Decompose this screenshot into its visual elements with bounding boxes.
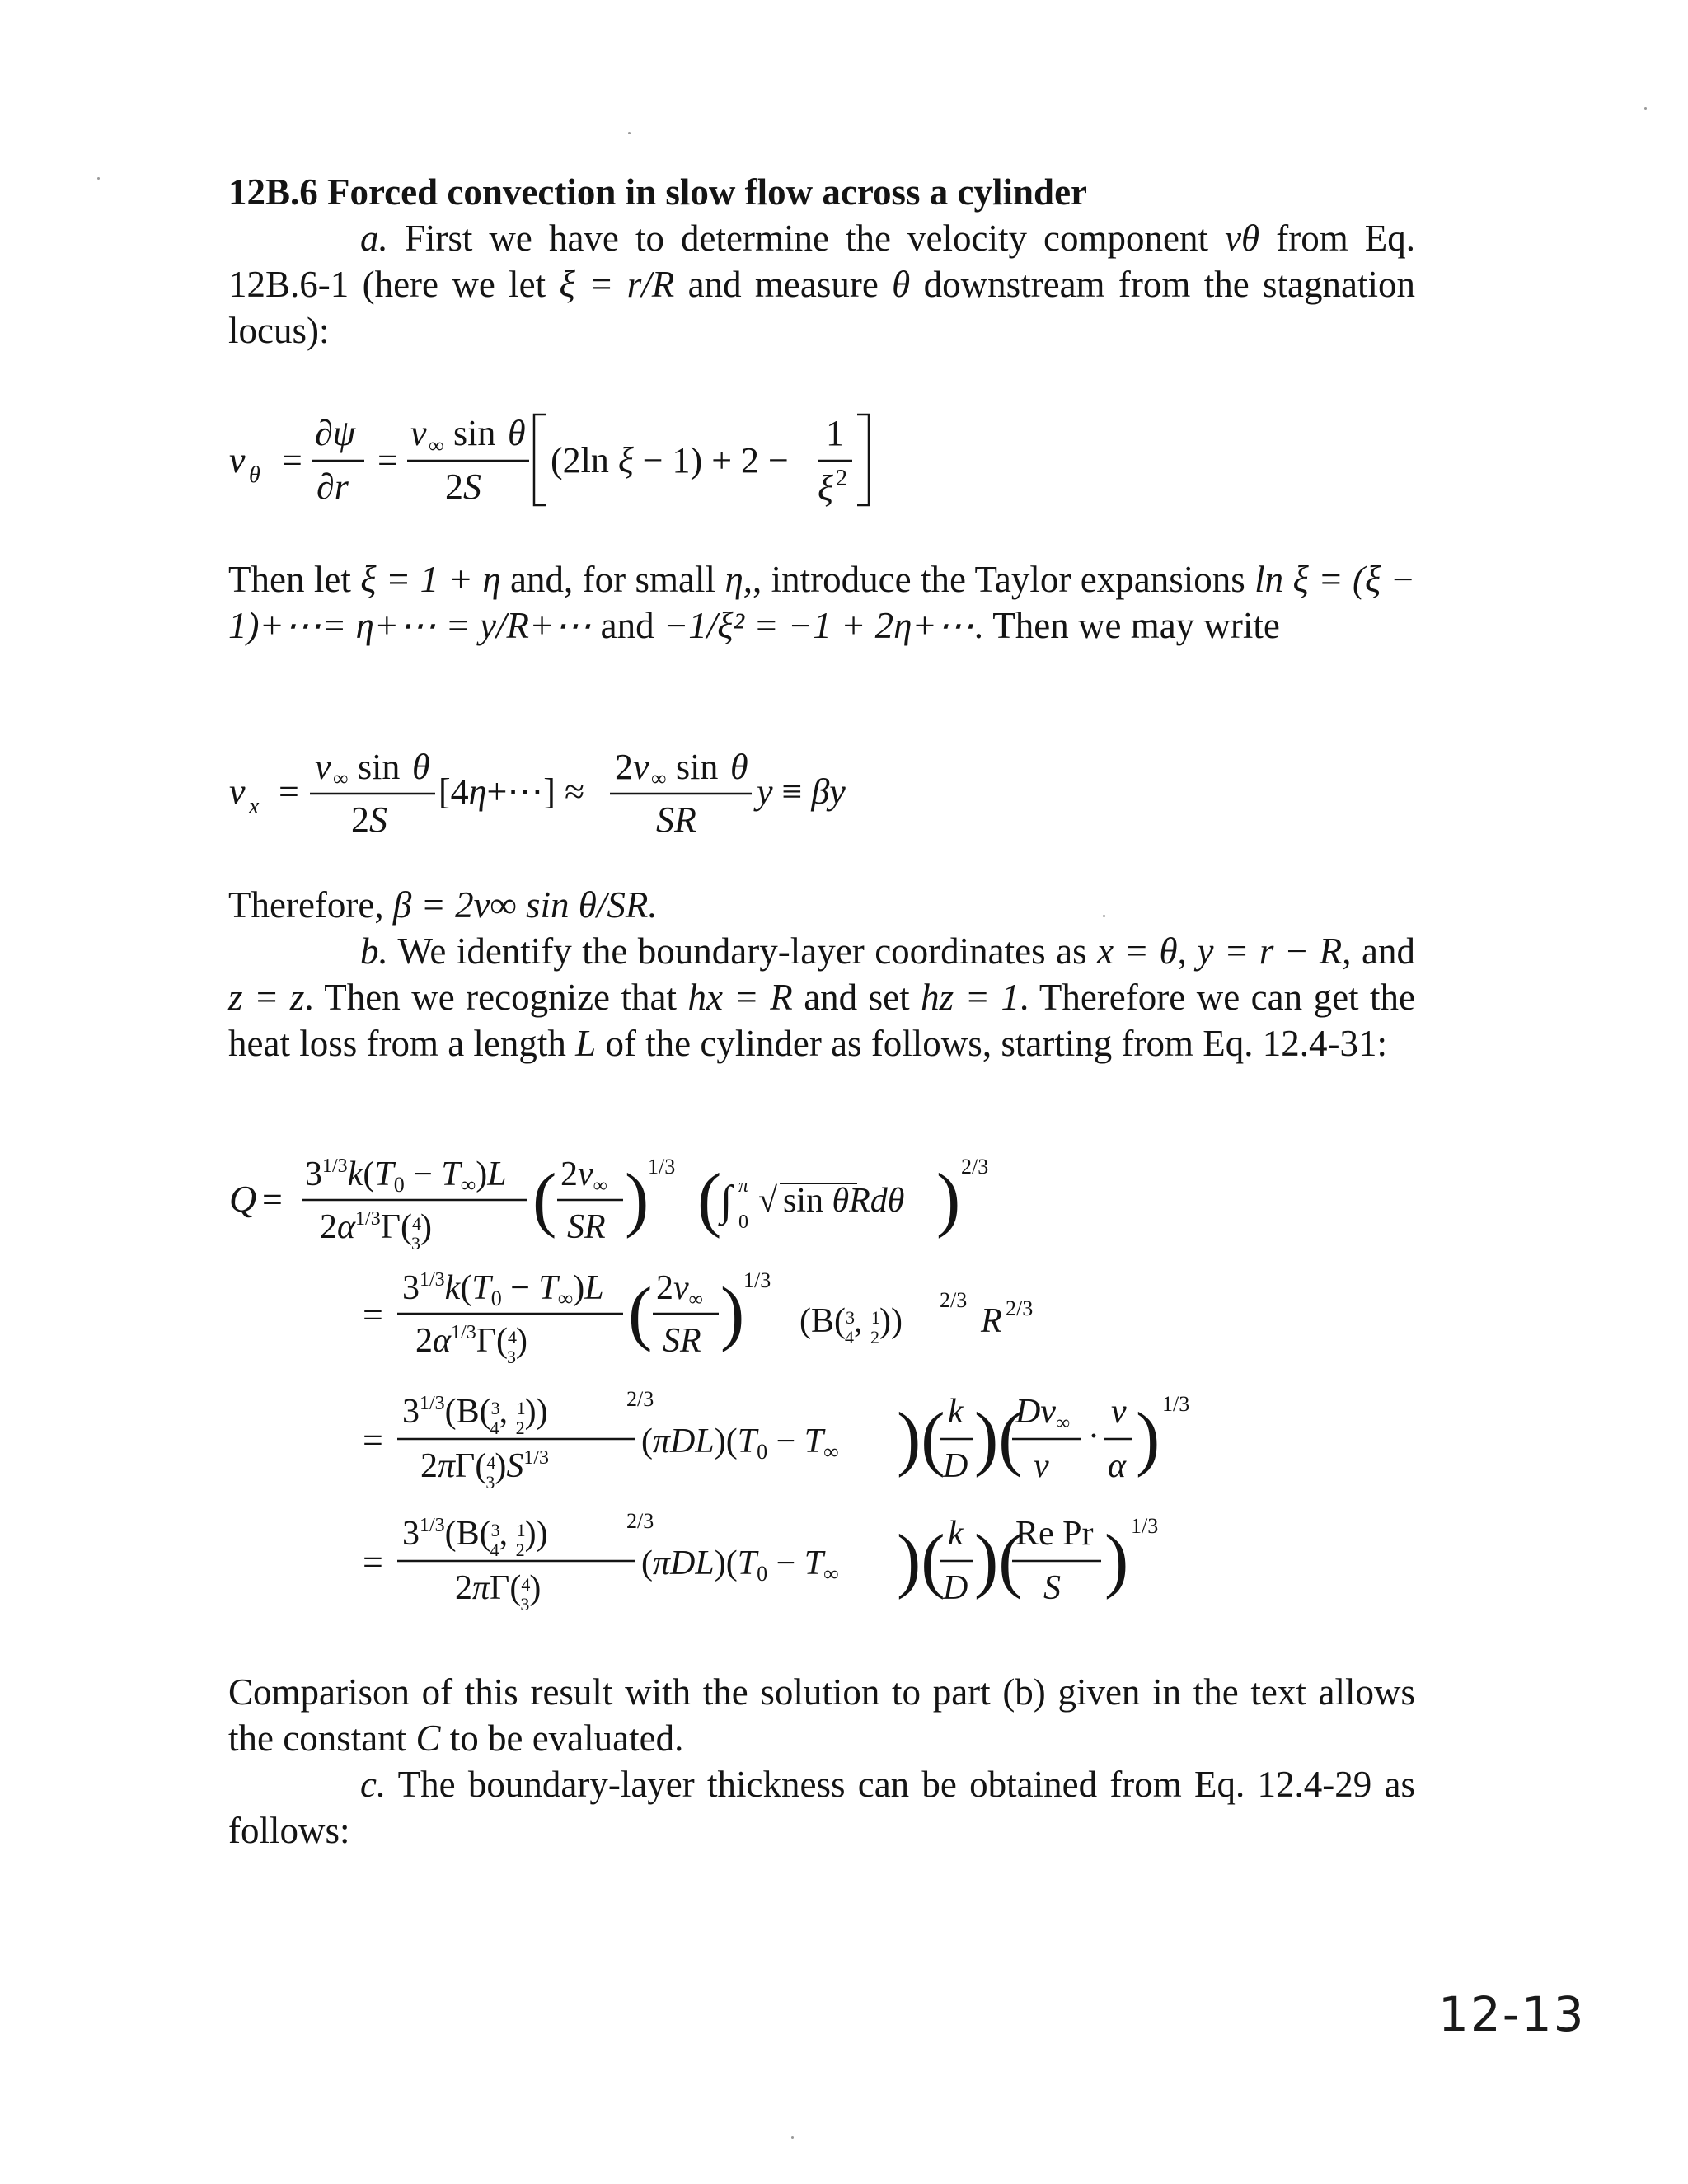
equation-heat-loss-line-4 (363, 1509, 1158, 1615)
svg-text:(B(34, 12)): (B($^3$ 4, $^1$ 2)) (799, 1302, 903, 1347)
svg-text:2/3: 2/3 (626, 1509, 654, 1533)
svg-text:ν: ν (1111, 1393, 1127, 1431)
svg-text:Q: Q (229, 1178, 257, 1220)
equation-heat-loss (223, 1146, 1212, 1640)
paragraph-comparison-text-1: Comparison of this result with the solution to part (b) given in the text allows the constant (228, 1671, 1415, 1759)
paragraph-beta-text: Therefore, (228, 884, 393, 926)
svg-text:)(: )( (974, 1399, 1023, 1479)
paragraph-taylor-text-2: and, for small (500, 559, 725, 600)
inline-math-hz: hz = 1 (921, 977, 1020, 1018)
svg-text:2/3: 2/3 (961, 1155, 989, 1179)
paragraph-b-text-4: . Then we recognize that (304, 977, 688, 1018)
paragraph-a-text-2: from Eq. 12B.6-1 (here we let (228, 218, 1415, 305)
svg-text:D: D (943, 1569, 968, 1607)
part-c-label: c. (360, 1764, 387, 1805)
svg-text:1/3: 1/3 (648, 1155, 676, 1179)
svg-text:1: 1 (826, 413, 844, 453)
svg-text:=: = (279, 771, 299, 812)
paragraph-b-text-2: , (1177, 930, 1198, 972)
svg-text:2v: 2v (615, 747, 649, 787)
svg-text:): ) (936, 1160, 961, 1240)
svg-text:2πΓ(43): 2πΓ($^4$ 3) (455, 1569, 542, 1615)
svg-text:1/3: 1/3 (1131, 1514, 1159, 1538)
paragraph-taylor-text-4: and (591, 605, 663, 646)
inline-math-ln-expansion: ln ξ = (ξ − 1)+⋯= η+⋯ = y/R+⋯ (228, 559, 1415, 646)
svg-text:2S: 2S (445, 466, 481, 507)
svg-text:ν: ν (1034, 1447, 1049, 1485)
svg-text:2πΓ(43)S1/3: 2πΓ($^4$ $3)S^{1/3}$ (420, 1447, 549, 1493)
inline-math-xi-def: ξ = r/R (559, 264, 675, 305)
svg-text:2α1/3Γ(43): $2\alpha^{1/3}\Gamma(^4$ 3) (415, 1322, 528, 1367)
svg-text:θ: θ (730, 747, 748, 787)
svg-text:θ: θ (249, 462, 260, 488)
section-title (228, 169, 1087, 215)
svg-text:S: S (1043, 1569, 1061, 1607)
svg-text:2: 2 (836, 466, 847, 491)
svg-text:∞: ∞ (429, 434, 444, 457)
inline-math-C: C (415, 1718, 441, 1759)
svg-text:D: D (943, 1447, 968, 1485)
paragraph-b-text-3: , and (1342, 930, 1415, 972)
svg-text:∞: ∞ (651, 766, 667, 790)
equation-v-theta (223, 400, 931, 523)
svg-text:)(: )( (897, 1521, 945, 1601)
svg-text:)(: )( (974, 1521, 1023, 1601)
svg-text:2α1/3Γ(43): $2\alpha^{1/3}\Gamma(^4$ 3) (320, 1208, 432, 1254)
svg-text:θ: θ (412, 747, 430, 787)
paragraph-a-text-3: and measure (674, 264, 893, 305)
svg-text:v: v (315, 747, 331, 787)
scan-speck (97, 177, 100, 180)
paragraph-b-text-5: and set (792, 977, 921, 1018)
paragraph-comparison (228, 1669, 1415, 1761)
svg-text:): ) (625, 1160, 649, 1240)
svg-text:): ) (1136, 1399, 1160, 1479)
equation-heat-loss-line-1 (229, 1155, 988, 1254)
inline-math-beta-def: β = 2v∞ sin θ/SR. (392, 884, 658, 926)
svg-text:(πDL)(T0 − T∞: (πDL)(T0 − T∞ (641, 1544, 839, 1586)
paragraph-taylor-text-1: Then let (228, 559, 361, 600)
paragraph-b-text-1: We identify the boundary-layer coordinates as (387, 930, 1098, 972)
equation-vx (223, 738, 964, 853)
inline-math-L: L (575, 1023, 597, 1064)
svg-text:31/3k(T0 − T∞)L: $3^{1/3}k(T0 - T\infty)L$ (305, 1155, 507, 1197)
svg-text:SR: SR (567, 1208, 606, 1246)
svg-text:0: 0 (738, 1212, 748, 1233)
scan-speck (1103, 915, 1105, 917)
paragraph-b-text-7: of the cylinder as follows, starting from Eq. 12.4-31: (596, 1023, 1387, 1064)
paragraph-c (228, 1761, 1415, 1854)
page-number: 12-13 (1438, 1986, 1586, 2042)
svg-text:k: k (948, 1515, 964, 1553)
inline-math-hx: hx = R (687, 977, 793, 1018)
svg-text:): ) (1104, 1521, 1129, 1601)
svg-text:R: R (981, 1302, 1002, 1340)
svg-text:ξ: ξ (818, 468, 833, 509)
svg-text:x: x (249, 794, 260, 819)
paragraph-taylor (228, 556, 1415, 649)
inline-math-xi-eta: ξ = 1 + η (360, 559, 501, 600)
svg-text:√: √ (758, 1182, 778, 1220)
paragraph-a (228, 215, 1415, 354)
paragraph-a-text-4: downstream from the stagnation locus): (228, 264, 1415, 351)
svg-text:∞: ∞ (333, 766, 349, 790)
svg-text:(: ( (532, 1160, 557, 1240)
svg-text:=: = (377, 440, 398, 480)
svg-text:2/3: 2/3 (1006, 1296, 1034, 1320)
svg-text:1/3: 1/3 (743, 1268, 771, 1292)
svg-text:Re Pr: Re Pr (1015, 1515, 1094, 1553)
svg-text:π: π (738, 1175, 749, 1197)
paragraph-beta (228, 882, 1415, 928)
section-title-text: Forced convection in slow flow across a cylinder (327, 171, 1088, 213)
part-a-label: a. (360, 218, 388, 259)
paragraph-taylor-text-3: , introduce the Taylor expansions (753, 559, 1255, 600)
svg-text:=: = (363, 1420, 383, 1460)
svg-text:v: v (229, 771, 246, 812)
svg-text:θ: θ (508, 413, 526, 453)
svg-text:α: α (1108, 1447, 1127, 1485)
inline-math-v-theta: vθ (1225, 218, 1260, 259)
svg-text:(: ( (697, 1160, 722, 1240)
svg-text:sin: sin (453, 413, 496, 453)
svg-text:2/3: 2/3 (626, 1387, 654, 1411)
svg-text:2v∞: 2v∞ (656, 1269, 703, 1310)
svg-text:Dv∞: Dv∞ (1015, 1393, 1071, 1434)
part-b-label: b. (360, 930, 388, 972)
equation-heat-loss-line-3 (363, 1387, 1189, 1493)
inline-math-z-eq: z = z (228, 977, 305, 1018)
svg-text:(2ln ξ − 1) + 2 −: (2ln ξ − 1) + 2 − (551, 440, 789, 480)
svg-text:SR: SR (656, 799, 696, 840)
paragraph-taylor-text-5: . Then we may write (973, 605, 1280, 646)
svg-text:2S: 2S (351, 799, 387, 840)
inline-math-y-eq: y = r − R (1197, 930, 1343, 972)
paragraph-c-text: The boundary-layer thickness can be obtained from Eq. 12.4-29 as follows: (228, 1764, 1415, 1851)
svg-text:y ≡ βy: y ≡ βy (757, 771, 846, 812)
scan-speck (628, 132, 631, 134)
svg-text:(: ( (628, 1273, 653, 1353)
svg-text:∫: ∫ (720, 1178, 733, 1225)
svg-text:sin: sin (358, 747, 401, 787)
svg-text:SR: SR (663, 1322, 701, 1360)
svg-text:=: = (363, 1542, 383, 1582)
inline-math-inv-xi-sq: −1/ξ² = −1 + 2η+⋯ (663, 605, 974, 646)
svg-text:sin θRdθ: sin θRdθ (783, 1182, 905, 1220)
svg-text:(πDL)(T0 − T∞: (πDL)(T0 − T∞ (641, 1422, 839, 1464)
svg-text:sin: sin (676, 747, 719, 787)
inline-math-theta: θ (892, 264, 911, 305)
inline-math-x-eq: x = θ (1097, 930, 1178, 972)
svg-text:=: = (363, 1295, 383, 1335)
svg-text:): ) (720, 1273, 745, 1353)
scan-speck (1644, 107, 1647, 110)
paragraph-a-text-1: First we have to determine the velocity component (387, 218, 1226, 259)
svg-text:∂ψ: ∂ψ (315, 413, 356, 453)
svg-text:31/3(B(34, 12)): $3^{1/3}(B(^3$ 4, $^1$ 2)) (402, 1393, 548, 1438)
svg-text:)(: )( (897, 1399, 945, 1479)
svg-text:1/3: 1/3 (1162, 1392, 1190, 1416)
svg-text:v: v (229, 440, 246, 480)
svg-text:·: · (1088, 1418, 1100, 1455)
svg-text:2/3: 2/3 (940, 1288, 968, 1312)
svg-text:=: = (262, 1179, 283, 1220)
svg-text:31/3k(T0 − T∞)L: $3^{1/3}k(T0 - T\infty)L$ (402, 1269, 604, 1310)
svg-text:[4η+⋯] ≈: [4η+⋯] ≈ (438, 771, 585, 812)
svg-text:k: k (948, 1393, 964, 1431)
svg-text:v: v (410, 413, 427, 453)
svg-text:=: = (282, 440, 302, 480)
section-number: 12B.6 (228, 171, 318, 213)
svg-text:2v∞: 2v∞ (560, 1155, 607, 1197)
equation-heat-loss-line-2 (363, 1268, 1033, 1367)
scan-speck (791, 2136, 794, 2139)
inline-math-eta: η, (724, 559, 753, 600)
svg-text:∂r: ∂r (316, 466, 349, 507)
paragraph-comparison-text-2: to be evaluated. (440, 1718, 684, 1759)
paragraph-b-text-6: . Therefore we can get the heat loss from a length (228, 977, 1415, 1064)
svg-text:31/3(B(34, 12)): $3^{1/3}(B(^3$ 4, $^1$ 2)) (402, 1515, 548, 1560)
paragraph-b (228, 928, 1415, 1066)
